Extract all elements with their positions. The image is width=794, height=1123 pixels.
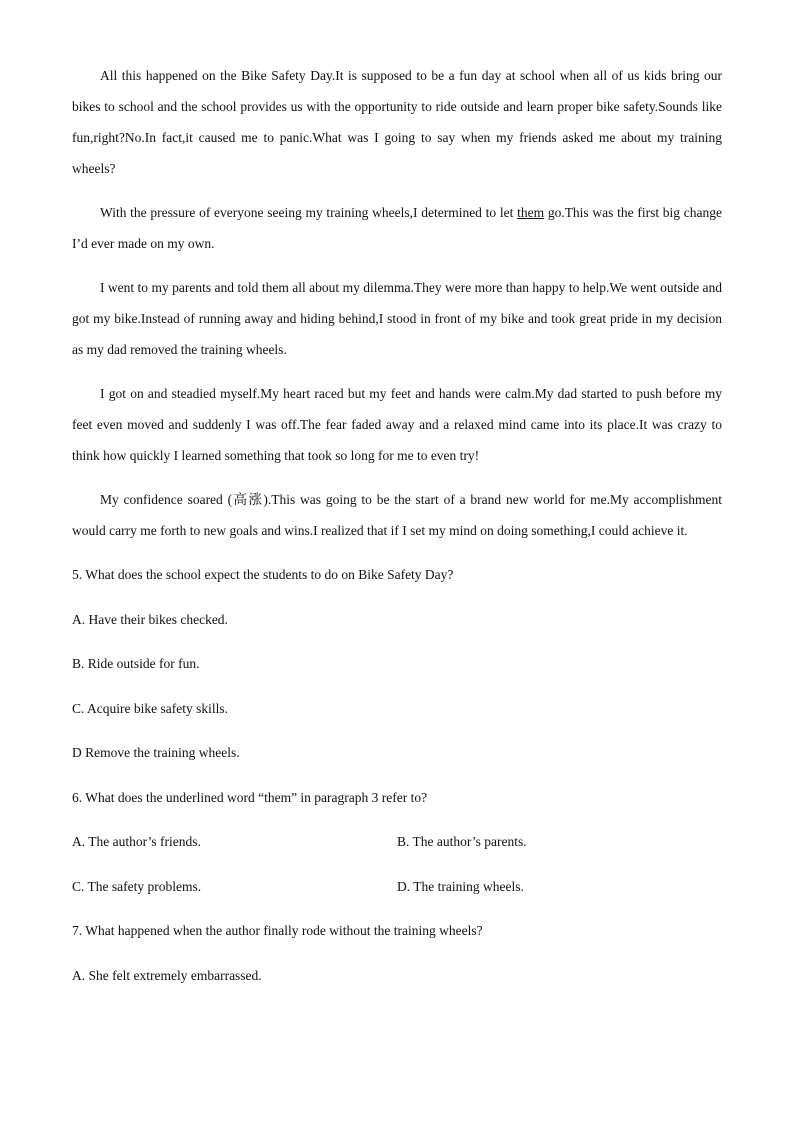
- underlined-word-them: them: [517, 205, 545, 220]
- question-5-stem: 5. What does the school expect the students to do on Bike Safety Day?: [72, 567, 454, 582]
- question-5-option-d: D Remove the training wheels.: [72, 745, 240, 760]
- paragraph-3: I went to my parents and told them all about my dilemma.They were more than happy to help.We went outside and got my bike.Instead of running away and hiding behind,I stood in front of my bike and took great pride in my decision as my dad removed the training wheels.: [72, 280, 722, 357]
- paragraph-4: I got on and steadied myself.My heart raced but my feet and hands were calm.My dad started to push before my feet even moved and suddenly I was off.The fear faded away and a relaxed mind came into its place.It was crazy to think how quickly I learned something that took so long for me to even try!: [72, 386, 722, 463]
- question-5: [72, 559, 722, 782]
- question-6-option-b: B. The author’s parents.: [397, 834, 527, 849]
- question-6-option-d: D. The training wheels.: [397, 878, 524, 894]
- question-5-option-a: A. Have their bikes checked.: [72, 611, 228, 627]
- question-6-option-c: C. The safety problems.: [72, 878, 202, 894]
- question-7-stem: 7. What happened when the author finally rode without the training wheels?: [72, 923, 483, 938]
- question-7-option-a: A. She felt extremely embarrassed.: [72, 967, 262, 983]
- document-page: [72, 60, 722, 991]
- paragraph-1: All this happened on the Bike Safety Day.It is supposed to be a fun day at school when all of us kids bring our bikes to school and the school provides us with the opportunity to ride outside and learn proper bike safety.Sounds like fun,right?No.In fact,it caused me to panic.What was I going to say when my friends asked me about my training wheels?: [72, 68, 722, 176]
- question-5-option-c: C. Acquire bike safety skills.: [72, 700, 228, 716]
- paragraph-5: My confidence soared (高涨).This was going to be the start of a brand new world for me.My accomplishment would carry me forth to new goals and wins.I realized that if I set my mind on doing something,I could achieve it.: [72, 492, 722, 538]
- paragraph-2-text-before: With the pressure of everyone seeing my training wheels,I determined to let: [100, 205, 518, 220]
- paragraph-2-text-after: go.This was the first big change I’d ever made on my own.: [72, 205, 722, 251]
- question-5-option-b: B. Ride outside for fun.: [72, 656, 200, 671]
- question-6-options-row-2: [72, 871, 722, 902]
- paragraph-2: [72, 197, 722, 259]
- question-6-options-row-1: [72, 826, 722, 857]
- question-7: [72, 915, 722, 991]
- question-6-option-a: A. The author’s friends.: [72, 834, 201, 849]
- question-6-stem: 6. What does the underlined word “them” in paragraph 3 refer to?: [72, 789, 428, 805]
- question-6: [72, 782, 722, 916]
